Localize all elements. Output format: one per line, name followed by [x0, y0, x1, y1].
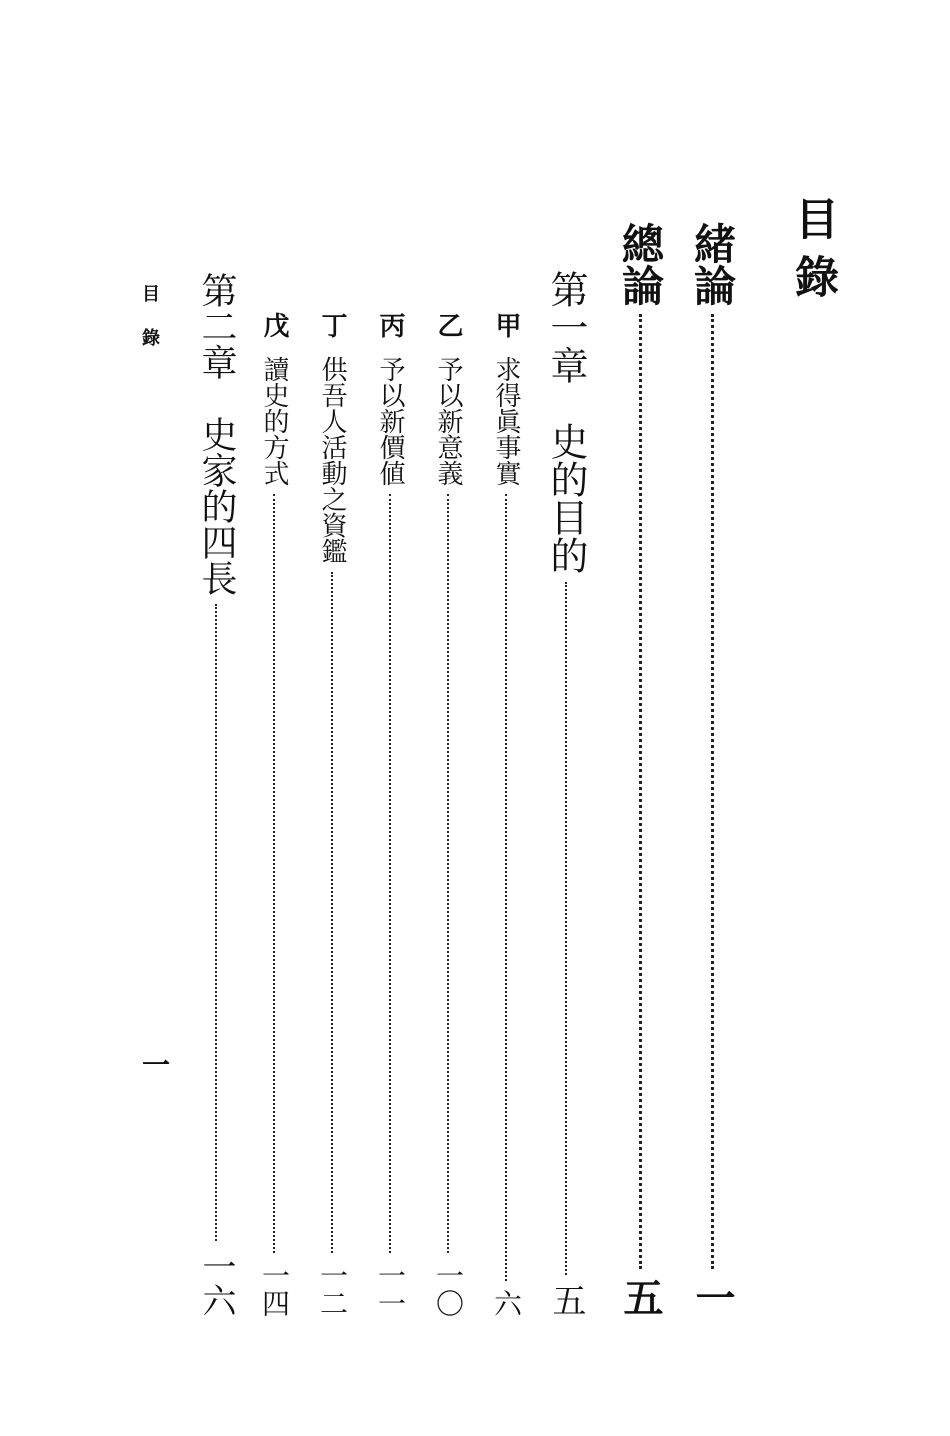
- toc-entry-page: 一: [689, 1277, 736, 1317]
- toc-entry-introduction[interactable]: [684, 222, 740, 1317]
- toc-entry-general[interactable]: [612, 222, 668, 1317]
- toc-entry-title: 予以新意義: [433, 356, 463, 486]
- toc-entry-chapter-1[interactable]: [540, 270, 592, 1317]
- toc-entry-page: 一二: [316, 1261, 349, 1317]
- toc-entry-title: 予以新價値: [375, 356, 405, 486]
- toc-entry-title: 求得眞事實: [491, 356, 521, 486]
- dot-leader: [273, 494, 275, 1253]
- dot-leader: [711, 314, 714, 1269]
- running-head: 目錄: [139, 284, 160, 372]
- toc-entry-title: 讀史的方式: [259, 356, 289, 486]
- toc-entry-page: 一一: [374, 1261, 407, 1317]
- folio-page-number: 一: [138, 1050, 171, 1078]
- toc-entry-tag: 乙: [433, 312, 463, 338]
- toc-entry-page: 一〇: [432, 1261, 465, 1317]
- toc-entry-section-yi[interactable]: [428, 312, 468, 1317]
- toc-entry-page: 一六: [196, 1249, 236, 1317]
- dot-leader: [331, 572, 333, 1253]
- toc-entry-tag: 丙: [375, 312, 405, 338]
- toc-entry-section-ding[interactable]: [312, 312, 352, 1317]
- toc-entry-tag: 甲: [491, 312, 521, 338]
- toc-entry-title: 總論: [616, 222, 665, 306]
- toc-entry-title: 第一章 史的目的: [544, 270, 588, 574]
- page-title: 目錄: [787, 196, 838, 312]
- dot-leader: [389, 494, 391, 1253]
- dot-leader: [215, 604, 217, 1241]
- toc-entry-tag: 丁: [317, 312, 347, 338]
- toc-entry-section-jia[interactable]: [486, 312, 526, 1317]
- toc-entry-title: 緒論: [688, 222, 737, 306]
- toc-entry-tag: 戊: [259, 312, 289, 338]
- toc-entry-page: 六: [490, 1289, 523, 1317]
- dot-leader: [505, 494, 507, 1281]
- dot-leader: [447, 494, 449, 1253]
- toc-entry-section-wu[interactable]: [254, 312, 294, 1317]
- toc-entry-page: 五: [617, 1277, 664, 1317]
- toc-entry-title: 供吾人活動之資鑑: [317, 356, 347, 564]
- toc-entry-page: 五: [546, 1283, 586, 1317]
- toc-entry-section-bing[interactable]: [370, 312, 410, 1317]
- dot-leader: [565, 582, 567, 1275]
- dot-leader: [639, 314, 642, 1269]
- toc-entry-title: 第二章 史家的四長: [196, 272, 237, 596]
- toc-entry-chapter-2[interactable]: [190, 272, 242, 1317]
- toc-entry-page: 一四: [258, 1261, 291, 1317]
